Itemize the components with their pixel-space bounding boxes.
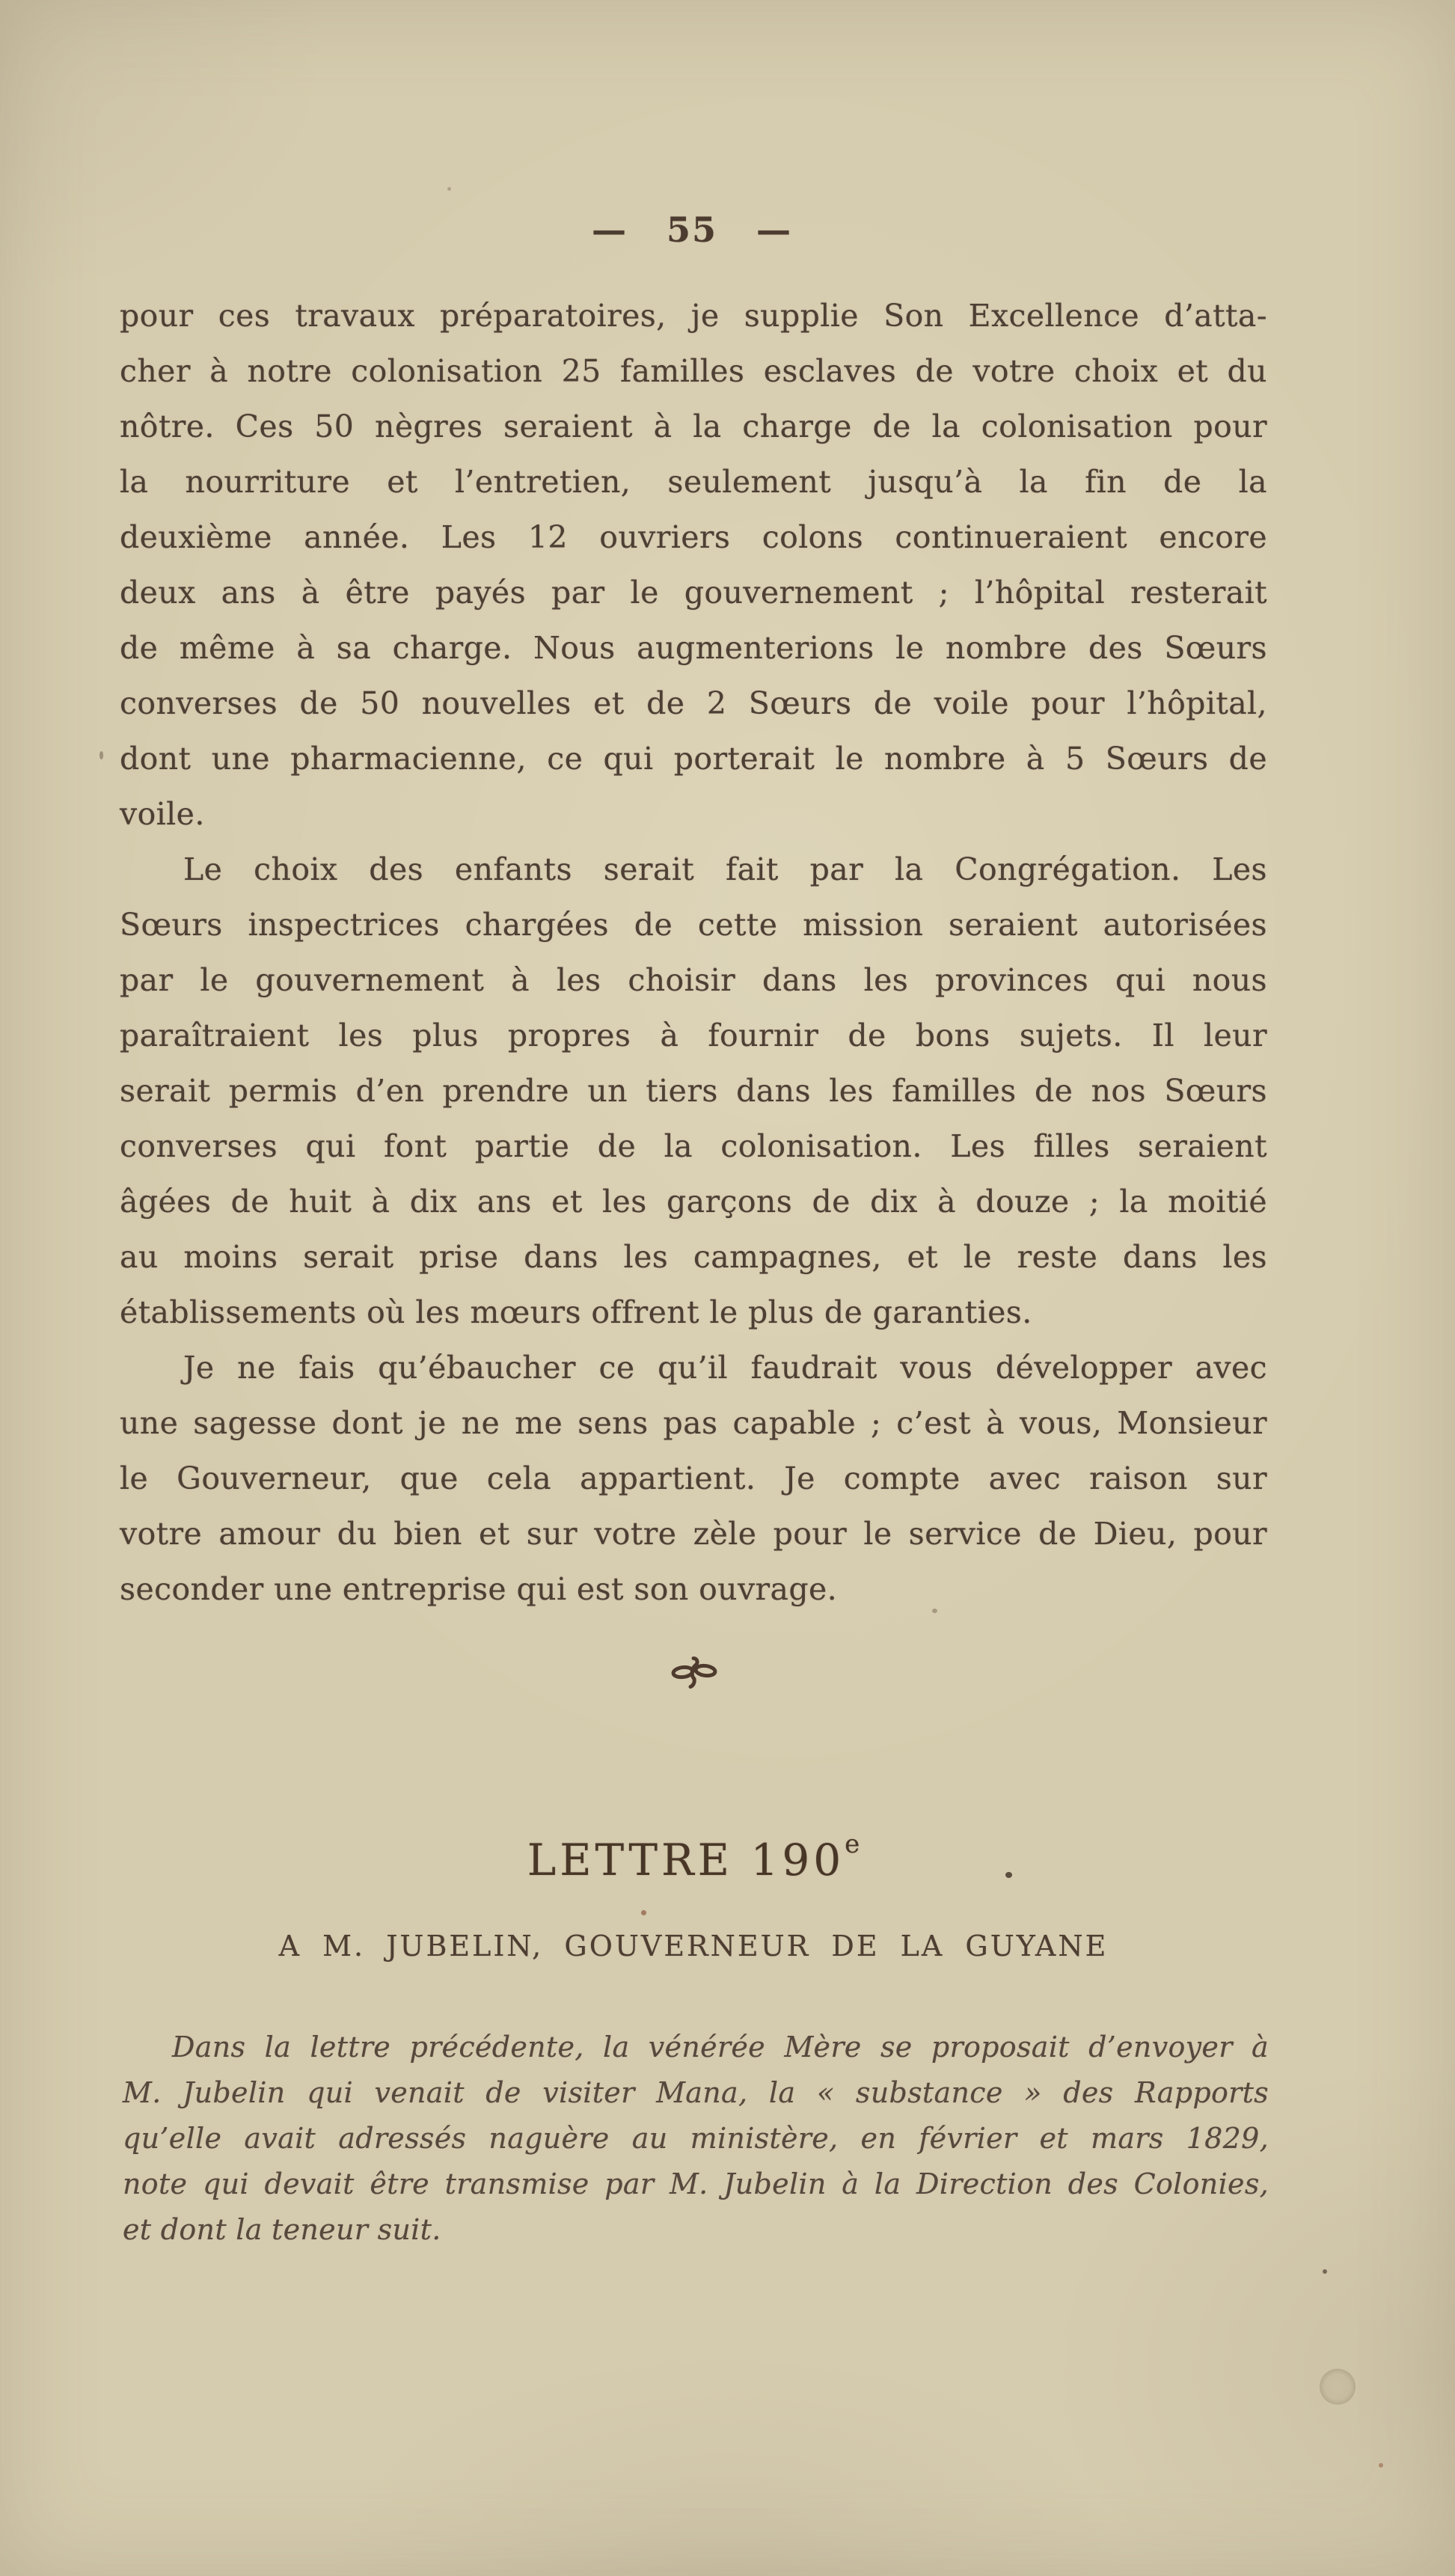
text-line: votre amour du bien et sur votre zèle pour le service de Dieu, pour (120, 1516, 1267, 1552)
fleuron-ornament-icon (670, 1652, 718, 1692)
paper-speck (932, 1609, 937, 1613)
text-line: et dont la teneur suit. (123, 2213, 441, 2246)
letter-heading (120, 1820, 1267, 1885)
text-line: Dans la lettre précédente, la vénérée Mère se proposait d’envoyer à (172, 2031, 1269, 2063)
paper-speck (1379, 2463, 1383, 2468)
letter-heading-text: LETTRE 190 (527, 1835, 845, 1885)
text-line: converses qui font partie de la colonisation. Les filles seraient (120, 1128, 1267, 1164)
text-line: note qui devait être transmise par M. Jubelin à la Direction des Colonies, (123, 2167, 1269, 2200)
text-line: de même à sa charge. Nous augmenterions le nombre des Sœurs (120, 630, 1267, 666)
paper-stain (1320, 2369, 1356, 2405)
letter-intro (123, 2025, 1269, 2253)
paper-speck (641, 1910, 646, 1915)
text-line: serait permis d’en prendre un tiers dans les familles de nos Sœurs (120, 1073, 1267, 1109)
paper-speck (1323, 2269, 1327, 2274)
text-line: au moins serait prise dans les campagnes, et le reste dans les (120, 1239, 1267, 1275)
text-line: nôtre. Ces 50 nègres seraient à la charge de la colonisation pour (120, 409, 1267, 444)
letter-body (120, 288, 1267, 1617)
text-line: dont une pharmacienne, ce qui porterait le nombre à 5 Sœurs de (120, 741, 1267, 777)
page-number: — 55 — (591, 209, 793, 250)
paper-speck (447, 187, 451, 191)
text-line: Sœurs inspectrices chargées de cette mission seraient autorisées (120, 907, 1267, 943)
letter-heading-ordinal: e (845, 1829, 860, 1859)
text-line: paraîtraient les plus propres à fournir de bons sujets. Il leur (120, 1018, 1267, 1053)
text-line: Je ne fais qu’ébaucher ce qu’il faudrait vous développer avec (183, 1350, 1267, 1386)
text-line: une sagesse dont je ne me sens pas capable ; c’est à vous, Monsieur (120, 1405, 1267, 1441)
letter-subheading: A M. JUBELIN, GOUVERNEUR DE LA GUYANE (278, 1930, 1109, 1962)
text-line: converses de 50 nouvelles et de 2 Sœurs de voile pour l’hôpital, (120, 685, 1267, 721)
text-line: deuxième année. Les 12 ouvriers colons continueraient encore (120, 519, 1267, 555)
text-line: établissements où les mœurs offrent le plus de garanties. (120, 1294, 1032, 1330)
paper-speck (99, 751, 103, 759)
text-line: Le choix des enfants serait fait par la Congrégation. Les (183, 851, 1267, 887)
text-line: âgées de huit à dix ans et les garçons de dix à douze ; la moitié (120, 1184, 1267, 1220)
text-line: seconder une entreprise qui est son ouvrage. (120, 1571, 838, 1607)
text-line: le Gouverneur, que cela appartient. Je compte avec raison sur (120, 1460, 1267, 1496)
text-line: deux ans à être payés par le gouvernement ; l’hôpital resterait (120, 575, 1267, 611)
text-line: voile. (120, 796, 205, 832)
text-line: M. Jubelin qui venait de visiter Mana, la « substance » des Rapports (123, 2076, 1269, 2109)
paper-speck (1005, 1872, 1012, 1878)
text-line: qu’elle avait adressés naguère au ministère, en février et mars 1829, (123, 2122, 1269, 2155)
text-line: pour ces travaux préparatoires, je supplie Son Excellence d’atta- (120, 298, 1267, 334)
text-line: la nourriture et l’entretien, seulement jusqu’à la fin de la (120, 464, 1267, 500)
text-line: par le gouvernement à les choisir dans les provinces qui nous (120, 962, 1267, 998)
text-line: cher à notre colonisation 25 familles esclaves de votre choix et du (120, 353, 1267, 389)
